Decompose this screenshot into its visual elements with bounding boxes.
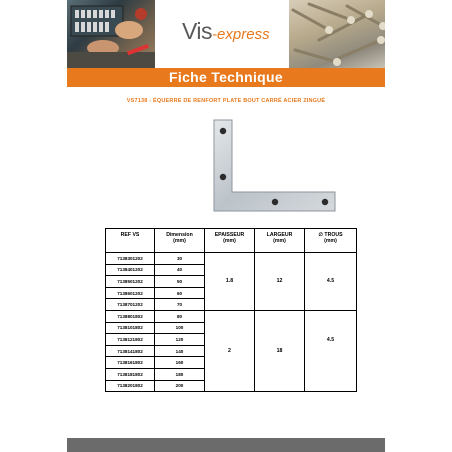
cell-trous-group1: 4.5 (305, 253, 357, 311)
table-header-row (106, 229, 357, 253)
cell-dimension: 60 (155, 287, 205, 299)
cell-largeur-group1: 12 (255, 253, 305, 311)
specification-table (105, 228, 357, 392)
technical-sheet-page (67, 0, 385, 452)
product-title: VS7138 - ÉQUERRE DE RENFORT PLATE BOUT CARRÉ ACIER ZINGUÉ (126, 98, 326, 104)
cell-dimension: 70 (155, 299, 205, 311)
cell-dimension: 180 (155, 368, 205, 380)
cell-ref: 7138301202 (106, 253, 155, 265)
cell-dimension: 160 (155, 357, 205, 369)
cell-dimension: 40 (155, 264, 205, 276)
brand-logo (182, 18, 270, 45)
table-row (106, 253, 357, 265)
cell-largeur-group2: 18 (255, 310, 305, 391)
banner-title: Fiche Technique (67, 68, 385, 87)
bracket-drawing (212, 118, 337, 213)
cell-epaisseur-group2: 2 (205, 310, 255, 391)
cell-ref: 7138121802 (106, 334, 155, 346)
logo-accent-text: -express (212, 26, 270, 43)
header (67, 0, 385, 85)
header-largeur-label: LARGEUR (mm) (266, 232, 293, 244)
cell-dimension: 80 (155, 310, 205, 322)
header-trous (305, 229, 357, 253)
cell-dimension: 120 (155, 334, 205, 346)
cell-ref: 7138601202 (106, 287, 155, 299)
cell-ref: 7138801802 (106, 310, 155, 322)
cell-dimension: 140 (155, 345, 205, 357)
cell-ref: 7138401202 (106, 264, 155, 276)
header-epaisseur-label: EPAISSEUR (mm) (214, 232, 245, 244)
cell-ref: 7138161802 (106, 357, 155, 369)
header-epaisseur (205, 229, 255, 253)
cell-ref: 7138101802 (106, 322, 155, 334)
cell-ref: 7138201802 (106, 380, 155, 392)
cell-trous-group2: 4.5 (305, 310, 357, 391)
cell-ref: 7138501202 (106, 276, 155, 288)
cell-ref: 7138181802 (106, 368, 155, 380)
header-ref: REF VS (106, 229, 155, 253)
cell-epaisseur-group1: 1.8 (205, 253, 255, 311)
header-dimension (155, 229, 205, 253)
header-largeur (255, 229, 305, 253)
cell-ref: 7138141802 (106, 345, 155, 357)
cell-dimension: 30 (155, 253, 205, 265)
header-dimension-label: Dimension (mm) (166, 232, 193, 244)
header-trous-label: ∅ TROUS (mm) (318, 232, 343, 244)
cell-ref: 7138701202 (106, 299, 155, 311)
footer-bar (67, 438, 385, 452)
cell-dimension: 200 (155, 380, 205, 392)
logo-main-text: Vis (182, 18, 213, 44)
table-row (106, 310, 357, 322)
header-photo-screws (289, 0, 385, 68)
cell-dimension: 100 (155, 322, 205, 334)
cell-dimension: 50 (155, 276, 205, 288)
header-photo-tools (67, 0, 155, 68)
